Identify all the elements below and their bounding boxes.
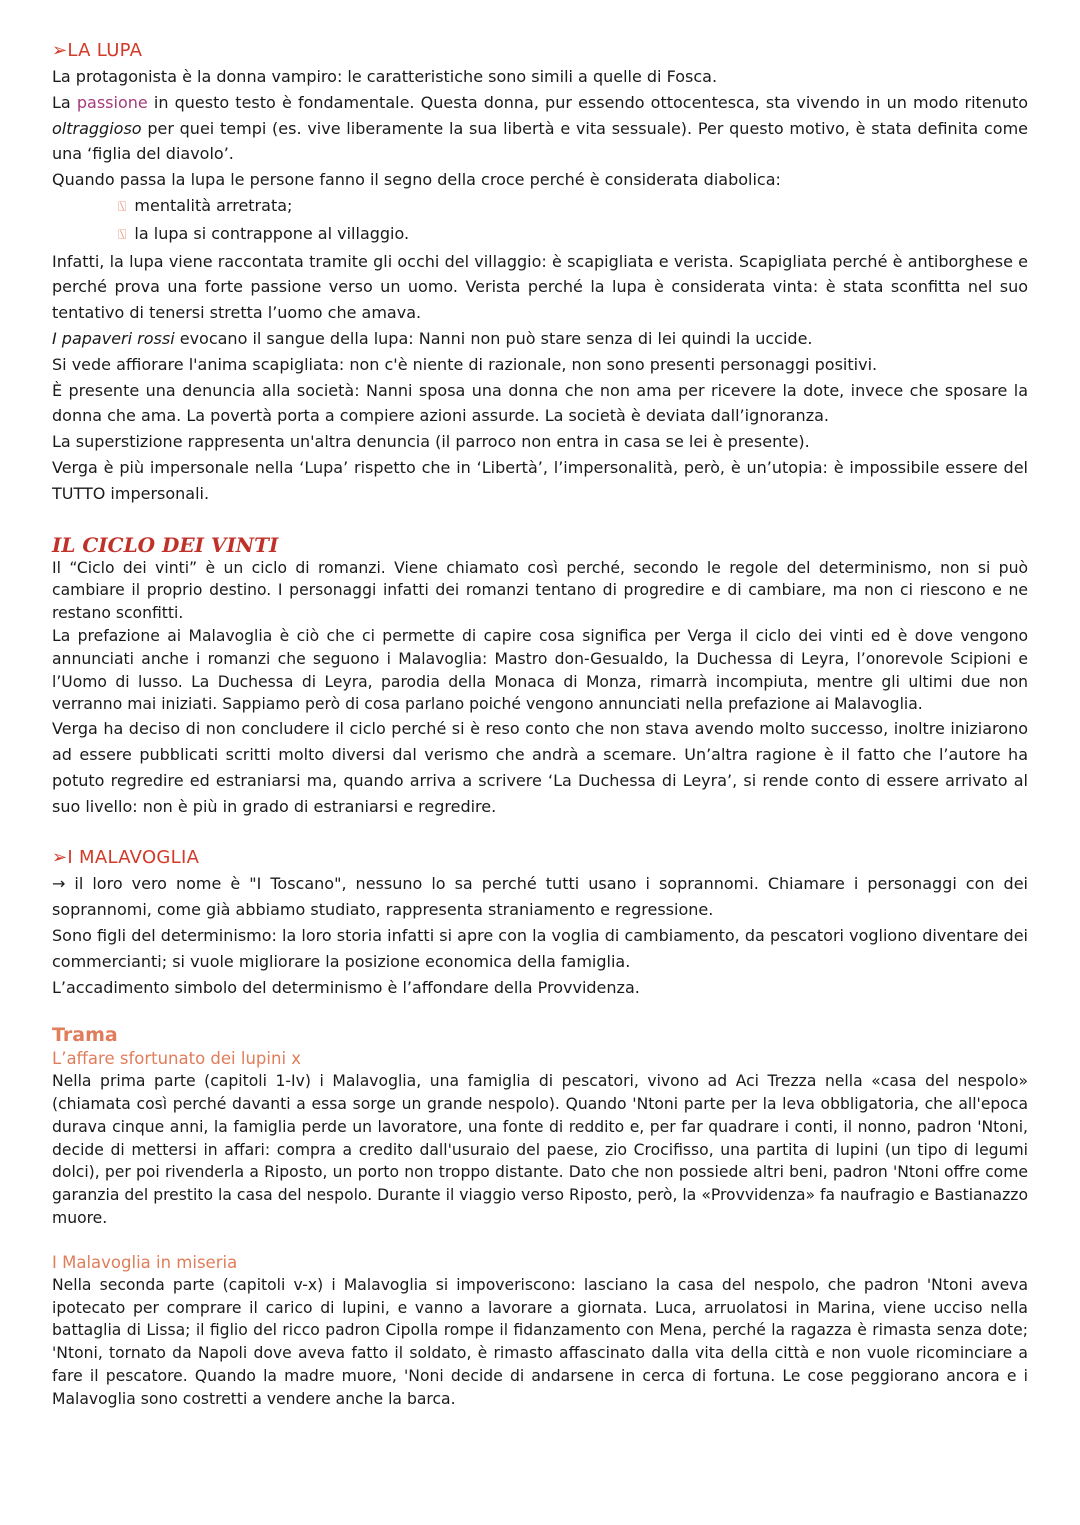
- lupa-paragraph-9: Verga è più impersonale nella ‘Lupa’ rispetto che in ‘Libertà’, l’impersonalità, però, è un’utopia: è impossibile essere del TUTTO impersonali.: [52, 457, 1028, 503]
- lupa-paragraph-6: Si vede affiorare l'anima scapigliata: non c'è niente di razionale, non sono presenti personaggi positivi.: [52, 354, 878, 374]
- subheading-affare-lupini: L’affare sfortunato dei lupini x: [52, 1049, 302, 1069]
- malavoglia-paragraph-1: → il loro vero nome è "I Toscano", nessuno lo sa perché tutti usano i soprannomi. Chiamare i personaggi con dei soprannomi, come già abbiamo studiato, rappresenta straniamento e regressione.: [52, 874, 1028, 920]
- bullet-item: [52, 221, 1028, 249]
- section-heading-ciclo-dei-vinti: IL CICLO DEI VINTI: [52, 532, 279, 557]
- trama-paragraph-1: Nella prima parte (capitoli 1-Iv) i Malavoglia, una famiglia di pescatori, vivono ad Aci Trezza nella «casa del nespolo» (chiamata così perché davanti a essa sorge un grande nespolo). Quando 'Ntoni parte per la leva obbligatoria, che all'epoca durava cinque anni, la famiglia perde un lavoratore, una fonte di reddito e, per far quadrare i conti, il nonno, padron 'Ntoni, decide di mettersi in affari: compra a credito dall'usuraio del paese, zio Crocifisso, una partita di lupini (un tipo di legumi dolci), per poi rivenderla a Riposto, un porto non troppo distante. Dato che non possiede altri beni, padron 'Ntoni offre come garanzia del prestito la casa del nespolo. Durante il viaggio verso Riposto, però, la «Provvidenza» fa naufragio e Bastianazzo muore.: [52, 1072, 1028, 1228]
- highlight-passione: passione: [76, 92, 148, 112]
- trama-paragraph-2: Nella seconda parte (capitoli v-x) i Malavoglia si impoveriscono: lasciano la casa del nespolo, che padron 'Ntoni aveva ipotecato per comprare il carico di lupini, e vanno a lavorare a giornata. Luca, arruolatosi in Marina, viene ucciso nella battaglia di Lissa; il figlio del ricco padron Cipolla rompe il fidanzamento con Mena, perché la ragazza è rimasta senza dote; 'Ntoni, tornato da Napoli dove aveva fatto il soldato, è rimasto affascinato dalla vita della città e non vuole ricominciare a fare il pescatore. Quando la madre muore, 'Noni decide di andarsene in cerca di fortuna. Le cose peggiorano ancora e i Malavoglia sono costretti a vendere anche la barca.: [52, 1275, 1028, 1408]
- bullet-text: la lupa si contrappone al villaggio.: [134, 223, 410, 243]
- ciclo-paragraph-1: Il “Ciclo dei vinti” è un ciclo di romanzi. Viene chiamato così perché, secondo le regole del determinismo, non si può cambiare il proprio destino. I personaggi infatti dei romanzi tentano di progredire e di cambiare, ma non ci riescono e ne restano sconfitti.: [52, 558, 1028, 623]
- lupa-paragraph-5: [52, 326, 1028, 352]
- lupa-paragraph-4: Infatti, la lupa viene raccontata tramite gli occhi del villaggio: è scapigliata e verista. Scapigliata perché è antiborghese e perché prova una forte passione verso un uomo. Verista perché la lupa è considerata vinta: è stata sconfitta nel suo tentativo di tenersi stretta l’uomo che amava.: [52, 251, 1028, 323]
- text-run: per quei tempi (es. vive liberamente la sua libertà e vita sessuale). Per questo motivo, è stata definita come una ‘figlia del diavolo’.: [52, 118, 1028, 164]
- section-heading-i-malavoglia: ➢I MALAVOGLIA: [52, 847, 200, 869]
- malavoglia-paragraph-3: L’accadimento simbolo del determinismo è l’affondare della Provvidenza.: [52, 977, 640, 997]
- text-run: in questo testo è fondamentale. Questa donna, pur essendo ottocentesca, sta vivendo in un modo ritenuto: [147, 92, 1029, 112]
- lupa-paragraph-2: [52, 90, 1028, 167]
- subheading-malavoglia-miseria: I Malavoglia in miseria: [52, 1252, 238, 1272]
- bullet-icon: ⍂: [118, 226, 127, 243]
- text-run: La: [52, 92, 77, 112]
- lupa-paragraph-3: Quando passa la lupa le persone fanno il segno della croce perché è considerata diabolica:: [52, 170, 781, 190]
- malavoglia-paragraph-2: Sono figli del determinismo: la loro storia infatti si apre con la voglia di cambiamento, da pescatori vogliono diventare dei commercianti; si vuole migliorare la posizione economica della famiglia.: [52, 925, 1028, 971]
- ciclo-paragraph-3: Verga ha deciso di non concludere il ciclo perché si è reso conto che non stava avendo molto successo, inoltre iniziarono ad essere pubblicati scritti molto diversi dal verismo che andrà a scemare. Un’altra ragione è il fatto che l’autore ha potuto regredire ed estraniarsi ma, quando arriva a scrivere ‘La Duchessa di Leyra’, si rende conto di essere arrivato al suo livello: non è più in grado di estraniarsi e regredire.: [52, 719, 1028, 816]
- ciclo-paragraph-2: La prefazione ai Malavoglia è ciò che ci permette di capire cosa significa per Verga il ciclo dei vinti ed è dove vengono annunciati anche i romanzi che seguono i Malavoglia: Mastro don-Gesualdo, la Duchessa di Leyra, l’onorevole Scipioni e l’Uomo di lusso. La Duchessa di Leyra, parodia della Monaca di Monza, rimarrà incompiuta, mentre gli ultimi due non verranno mai iniziati. Sappiamo però di cosa parlano poiché vengono annunciati nella prefazione ai Malavoglia.: [52, 626, 1028, 714]
- section-heading-la-lupa: ➢LA LUPA: [52, 40, 143, 61]
- lupa-paragraph-7: È presente una denuncia alla società: Nanni sposa una donna che non ama per ricevere la dote, invece che sposare la donna che ama. La povertà porta a compiere azioni assurde. La società è deviata dall’ignoranza.: [52, 380, 1028, 426]
- text-run: evocano il sangue della lupa: Nanni non può stare senza di lei quindi la uccide.: [174, 328, 813, 348]
- lupa-paragraph-8: La superstizione rappresenta un'altra denuncia (il parroco non entra in casa se lei è presente).: [52, 432, 810, 452]
- emphasis-papaveri: I papaveri rossi: [52, 328, 175, 348]
- section-heading-trama: Trama: [52, 1024, 118, 1047]
- bullet-icon: ⍂: [118, 198, 127, 215]
- emphasis-oltraggioso: oltraggioso: [52, 118, 142, 138]
- bullet-text: mentalità arretrata;: [134, 195, 293, 215]
- document-page: [52, 38, 1028, 1411]
- bullet-item: [52, 193, 1028, 221]
- lupa-paragraph-1: La protagonista è la donna vampiro: le caratteristiche sono simili a quelle di Fosca.: [52, 67, 718, 86]
